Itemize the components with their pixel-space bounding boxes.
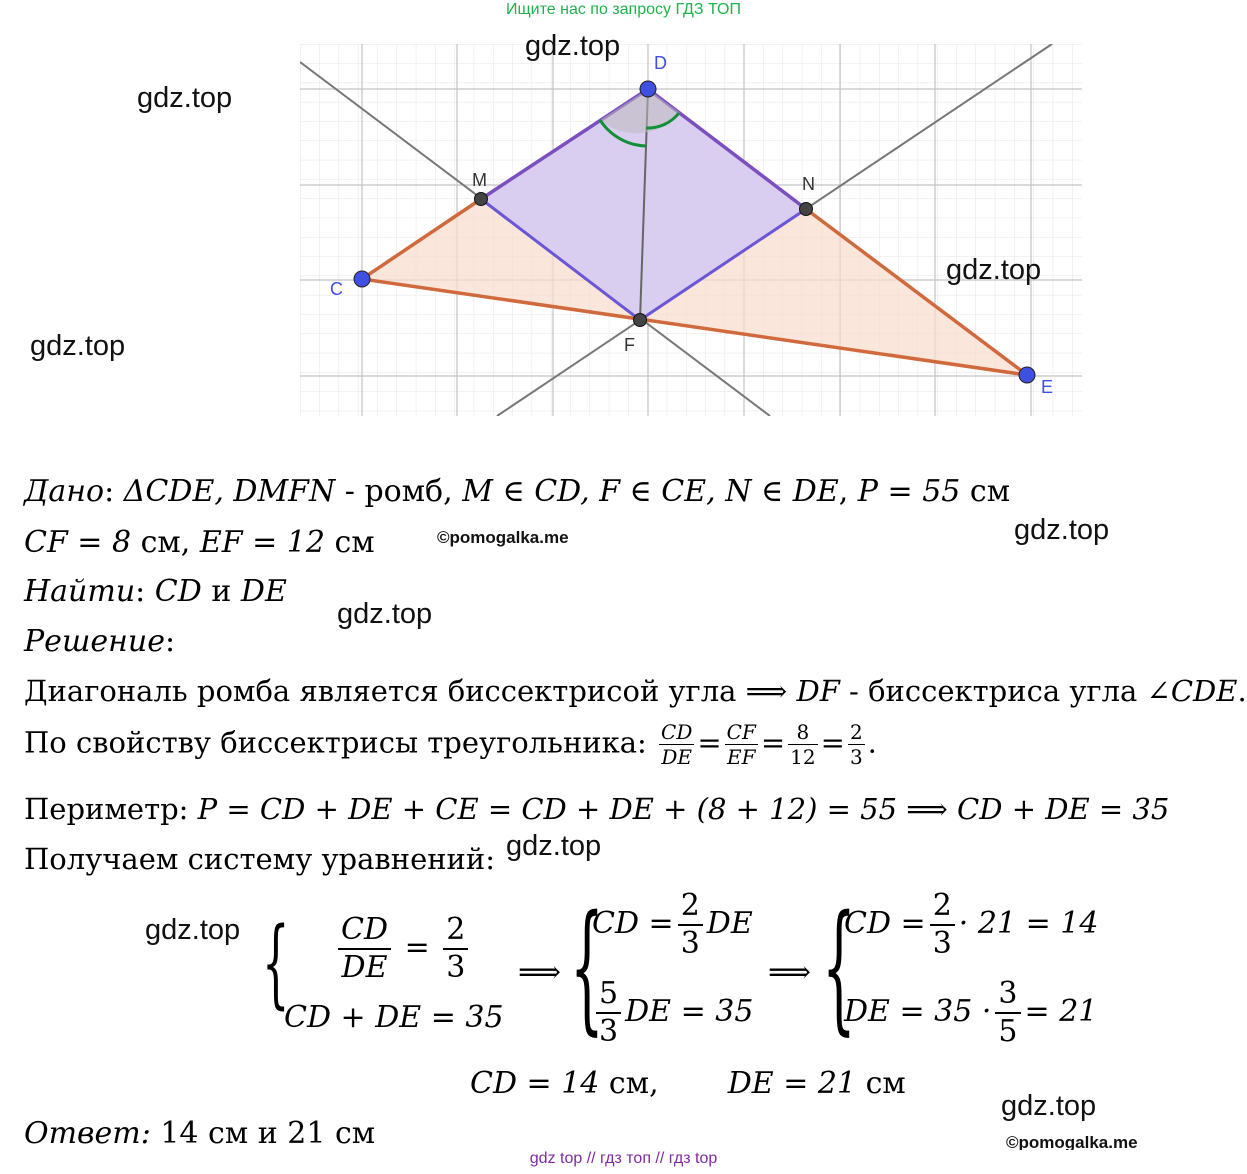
system-brace-2: {	[570, 886, 604, 1049]
label-m: M	[472, 170, 487, 190]
watermark: gdz.top	[137, 82, 233, 114]
implies-1: ⟹	[518, 955, 562, 990]
find-label: Найти	[24, 574, 136, 609]
point-e	[1019, 367, 1035, 383]
solution-line-3: Периметр: P = CD + DE + CE = CD + DE + (8 + 12) = 55 ⟹ CD + DE = 35	[24, 792, 1170, 826]
watermark: gdz.top	[145, 914, 241, 946]
watermark: gdz.top	[30, 330, 126, 362]
watermark: gdz.top	[1001, 1090, 1097, 1122]
result-line: CD = 14 см, DE = 21 см	[470, 1066, 906, 1101]
label-n: N	[802, 174, 815, 194]
label-f: F	[624, 335, 635, 355]
point-f	[634, 314, 647, 327]
find-line: Найти: CD и DE	[24, 574, 287, 609]
copyright: ©pomogalka.me	[1006, 1133, 1138, 1150]
system-2-row-1: CD = $\frac{2}{3}$ DE	[592, 888, 753, 961]
system-3-row-2: DE = 35 · $\frac{3}{5}$ = 21	[844, 976, 1098, 1049]
system-2-row-2: $\frac{5}{3}$ DE = 35	[592, 976, 753, 1050]
label-e: E	[1041, 377, 1054, 397]
solution-label: Решение:	[24, 624, 176, 659]
answer-line: Ответ: 14 см и 21 см	[24, 1116, 376, 1151]
watermark: gdz.top	[946, 254, 1042, 286]
solution-line-4: Получаем систему уравнений:	[24, 842, 495, 876]
solution-line-2: По свойству биссектрисы треугольника: $\frac{CD}{DE}$ = $\frac{CF}{EF}$ = $\frac{8}{12}$ = $\frac{2}{3}$ .	[24, 720, 877, 769]
given-line-2: CF = 8 см, EF = 12 см	[24, 525, 375, 560]
geometry-figure	[0, 0, 1247, 420]
footer-links[interactable]: gdz top // гдз топ // гдз top	[529, 1150, 718, 1167]
system-brace-1: {	[262, 907, 290, 1019]
system-1-row-2: CD + DE = 35	[284, 1000, 504, 1035]
point-n	[800, 203, 813, 216]
system-1-row-1: $\frac{CD}{DE}$ = $\frac{2}{3}$	[334, 912, 472, 986]
given-line-1: Дано: ΔCDE, DMFN - ромб, M ∈ CD, F ∈ CE, N ∈ DE, P = 55 см	[24, 474, 1011, 509]
watermark: gdz.top	[525, 30, 621, 62]
point-d	[640, 81, 656, 97]
system-3-row-1: CD = $\frac{2}{3}$ · 21 = 14	[844, 888, 1099, 961]
given-label: Дано	[24, 474, 105, 509]
watermark: gdz.top	[506, 830, 602, 862]
label-d: D	[654, 53, 667, 73]
point-c	[354, 271, 370, 287]
watermark: gdz.top	[337, 598, 433, 630]
answer-label: Ответ:	[24, 1116, 151, 1151]
label-c: C	[330, 279, 343, 299]
copyright: ©pomogalka.me	[437, 528, 569, 547]
watermark: gdz.top	[1014, 514, 1110, 546]
system-brace-3: {	[822, 886, 856, 1049]
implies-2: ⟹	[768, 955, 812, 990]
point-m	[475, 193, 488, 206]
top-banner[interactable]: Ищите нас по запросу ГДЗ ТОП	[506, 1, 741, 18]
solution-line-1: Диагональ ромба является биссектрисой угла ⟹ DF - биссектриса угла ∠CDE.	[24, 674, 1247, 708]
